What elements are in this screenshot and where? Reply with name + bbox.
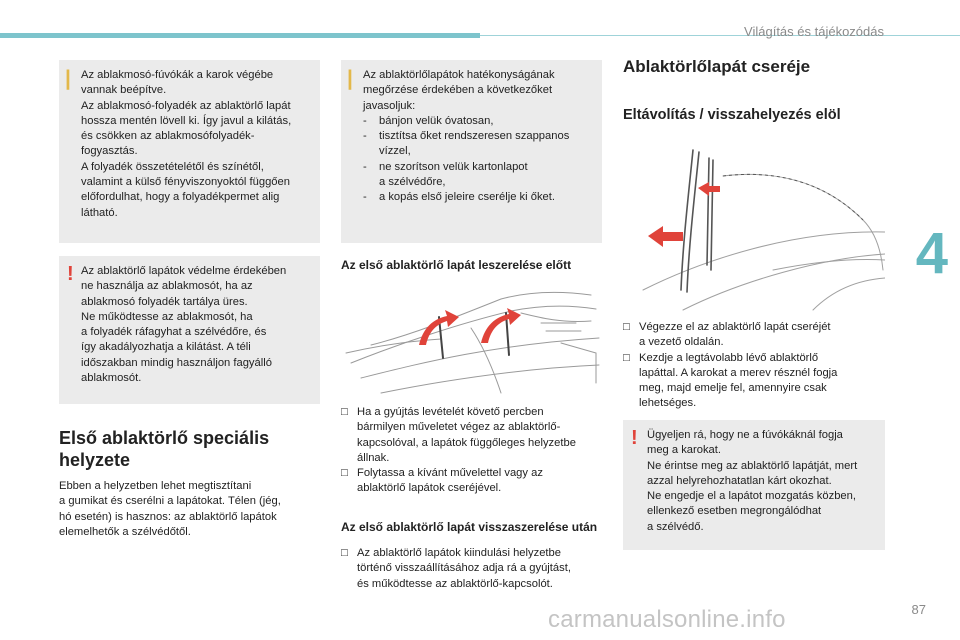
steps-after-refit (341, 546, 603, 592)
body-special-position: Ebben a helyzetben lehet megtisztítani a gumikat és cserélni a lapátokat. Télen (jég, hó esetén) is hasznos: az ablaktörlő lapátok elemelhetők a szélvédőtől. (59, 480, 281, 538)
chapter-number: 4 (915, 221, 948, 286)
square-bullet-icon: □ (341, 547, 348, 559)
info-bar-icon: | (347, 67, 353, 90)
list-item: □ Végezze el az ablaktörlő lapát cseréjét a vezető oldalán. (623, 321, 831, 349)
top-accent-line (480, 35, 960, 36)
info-box-text: Az ablakmosó-fúvókák a karok végébe vannak beépítve. Az ablakmosó-folyadék az ablaktörlő lapát hossza mentén lövell ki. Így javul a kilátás, és csökken az ablakmosófolyadék- fogyasztás. A folyadék összetételétől és színétől, valamint a külső fényviszonyoktól függően előfordulhat, hogy a folyadékpermet alig látható. (81, 69, 292, 219)
warning-box-text: Ügyeljen rá, hogy ne a fúvókáknál fogja meg a karokat. Ne érintse meg az ablaktörlő lapátját, mert azzal helyrehozhatatlan kárt okozhat. Ne engedje el a lapátot mozgatás közben, ellenkező esetben megrongálódhat a szélvédő. (647, 429, 858, 533)
list-item: - bánjon velük óvatosan, (363, 114, 494, 127)
heading-after-refit: Az első ablaktörlő lapát visszaszerelése után (341, 520, 598, 534)
steps-before-removal (341, 405, 603, 497)
list-item: □ Ha a gyújtás levételét követő percben bármilyen műveletet végez az ablaktörlő- kapcsolóval, a lapátok függőleges helyzetbe állnak. (341, 406, 576, 464)
info-bar-icon: | (65, 67, 71, 90)
square-bullet-icon: □ (341, 467, 348, 480)
list-item: - ne szorítson velük kartonlapot a szélvédőre, (363, 160, 528, 189)
subheading-remove-refit: Eltávolítás / visszahelyezés elöl (623, 107, 841, 123)
warning-box-washer (59, 256, 320, 404)
heading-before-removal: Az első ablaktörlő lapát leszerelése előtt (341, 258, 572, 272)
info-box-washer-jets (59, 60, 320, 243)
square-bullet-icon: □ (623, 321, 630, 333)
top-accent-bar (0, 33, 480, 38)
info-box-blade-care (341, 60, 602, 243)
section-title: Világítás és tájékozódás (744, 24, 884, 39)
page-number: 87 (911, 602, 926, 617)
list-item: - a kopás első jeleire cserélje ki őket. (363, 191, 555, 204)
exclamation-icon: ! (631, 427, 638, 449)
steps-blade-replacement (623, 320, 885, 412)
wiper-blade-removal-illustration (623, 140, 885, 312)
list-item: - tisztítsa őket rendszeresen szappanos vízzel, (363, 130, 570, 158)
exclamation-icon: ! (67, 263, 74, 285)
square-bullet-icon: □ (341, 406, 348, 418)
list-item: □ Folytassa a kívánt művelettel vagy az ablaktörlő lapátok cseréjével. (341, 467, 543, 495)
car-wipers-vertical-illustration (341, 283, 603, 398)
list-item: □ Az ablaktörlő lapátok kiindulási helyzetbe történő visszaállításához adja rá a gyújtást, és működtesse az ablaktörlő-kapcsolót. (341, 547, 571, 590)
watermark: carmanualsonline.info (548, 606, 786, 633)
heading-blade-replacement: Ablaktörlőlapát cseréje (623, 57, 811, 76)
warning-box-text: Az ablaktörlő lapátok védelme érdekében ne használja az ablakmosót, ha az ablakmosó folyadék tartálya üres. Ne működtesse az ablakmosót, ha a folyadék ráfagyhat a szélvédőre, és így akadályozhatja a kilátást. A téli időszakban mindig használjon fagyálló ablakmosót. (81, 265, 287, 385)
list-item: □ Kezdje a legtávolabb lévő ablaktörlő lapáttal. A karokat a merev résznél fogja meg, majd emelje fel, amennyire csak lehetséges. (623, 351, 838, 410)
warning-box-blade (623, 420, 885, 550)
heading-special-position: Első ablaktörlő speciális helyzete (59, 428, 270, 470)
square-bullet-icon: □ (623, 351, 630, 364)
info-box-text: Az ablaktörlőlapátok hatékonyságának megőrzése érdekében a következőket javasoljuk: - bánjon velük óvatosan, - tisztítsa őket rendszeresen szappanos vízzel, - ne szorítson velük kartonlapot a szélvédőre, - a kopás első jeleire cserélje ki őket. (363, 68, 599, 206)
